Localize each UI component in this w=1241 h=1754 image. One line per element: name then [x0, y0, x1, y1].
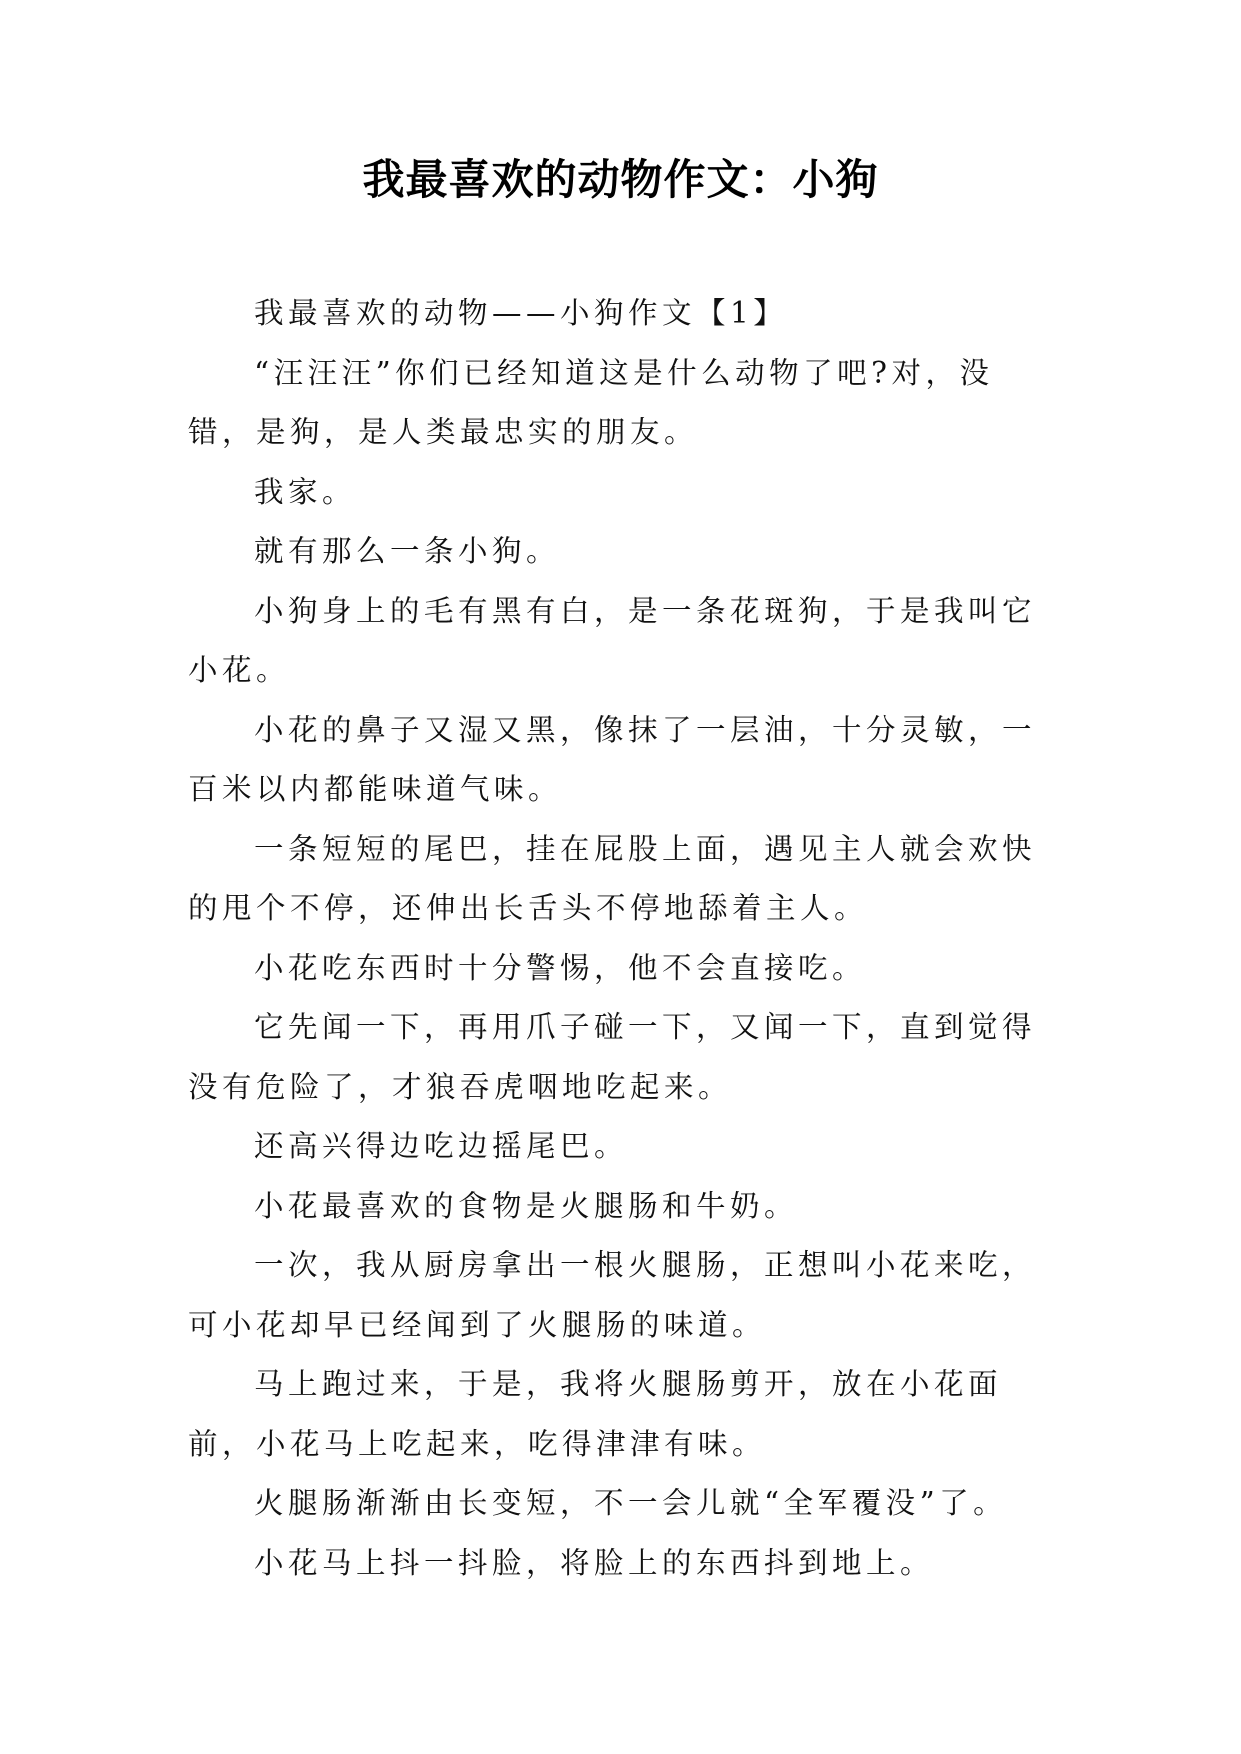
paragraph: 还高兴得边吃边摇尾巴。 [254, 1129, 629, 1163]
paragraph: 小花的鼻子又湿又黑，像抹了一层油，十分灵敏，一百米以内都能味道气味。 [188, 712, 1037, 806]
paragraph: 它先闻一下，再用爪子碰一下，又闻一下，直到觉得没有危险了，才狼吞虎咽地吃起来。 [188, 1010, 1037, 1104]
paragraph: 一条短短的尾巴，挂在屁股上面，遇见主人就会欢快的甩个不停，还伸出长舌头不停地舔着主人。 [188, 831, 1037, 925]
paragraph: 马上跑过来，于是，我将火腿肠剪开，放在小花面前，小花马上吃起来，吃得津津有味。 [188, 1367, 1003, 1461]
paragraph: “汪汪汪”你们已经知道这是什么动物了吧?对，没错，是狗，是人类最忠实的朋友。 [188, 355, 994, 449]
paragraph: 我最喜欢的动物——小狗作文【1】 [254, 296, 788, 330]
paragraph: 火腿肠渐渐由长变短，不一会儿就“全军覆没”了。 [254, 1486, 1008, 1520]
paragraph: 小花最喜欢的食物是火腿肠和牛奶。 [254, 1188, 799, 1223]
paragraph: 就有那么一条小狗。 [254, 534, 561, 568]
paragraph: 我家。 [254, 474, 357, 509]
paragraph: 一次，我从厨房拿出一根火腿肠，正想叫小花来吃，可小花却早已经闻到了火腿肠的味道。 [188, 1248, 1037, 1342]
document-title: 我最喜欢的动物作文：小狗 [362, 155, 879, 204]
paragraph: 小花马上抖一抖脸，将脸上的东西抖到地上。 [254, 1545, 935, 1580]
paragraph: 小狗身上的毛有黑有白，是一条花斑狗，于是我叫它小花。 [188, 593, 1037, 687]
document-body [188, 284, 1058, 1593]
paragraph: 小花吃东西时十分警惕，他不会直接吃。 [254, 950, 867, 985]
